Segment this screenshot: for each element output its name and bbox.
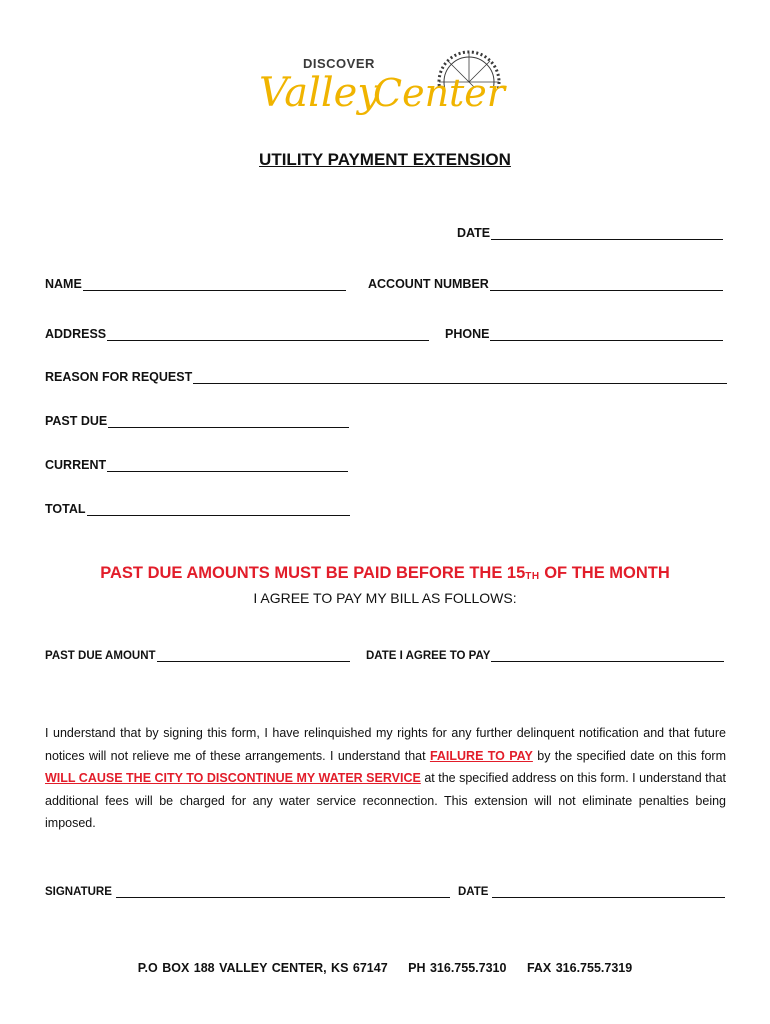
address-label: ADDRESS	[45, 327, 107, 341]
failure-to-pay-text: FAILURE TO PAY	[429, 748, 533, 763]
signature-date-label: DATE	[458, 886, 489, 898]
total-field[interactable]	[45, 502, 350, 516]
paragraph-text-1: I understand that by signing this form, I have relinquished my rights for any further delinquent notification and that future notices will not relieve me of these arrangements. I understand that	[45, 726, 726, 763]
current-field[interactable]	[45, 458, 348, 472]
signature-field[interactable]	[45, 885, 450, 898]
warning-main: PAST DUE AMOUNTS MUST BE PAID BEFORE THE 15	[100, 564, 526, 582]
past-due-amount-label: PAST DUE AMOUNT	[45, 650, 156, 662]
page-title: UTILITY PAYMENT EXTENSION	[259, 150, 511, 169]
current-label: CURRENT	[45, 458, 107, 472]
date-agree-field[interactable]	[366, 649, 724, 662]
signature-date-field[interactable]	[458, 885, 725, 898]
account-number-field[interactable]	[368, 277, 723, 291]
phone-field[interactable]	[445, 327, 723, 341]
svg-text:Valley: Valley	[259, 70, 380, 116]
signature-label: SIGNATURE	[45, 886, 112, 898]
address-input-line[interactable]	[107, 328, 429, 341]
footer-address: P.O BOX 188 VALLEY CENTER, KS 67147	[137, 961, 388, 975]
date-label: DATE	[457, 226, 491, 240]
agreement-paragraph	[45, 722, 726, 835]
footer-phone: PH 316.755.7310	[408, 961, 507, 975]
signature-input-line[interactable]	[116, 885, 450, 898]
phone-label: PHONE	[445, 327, 490, 341]
address-field[interactable]	[45, 327, 429, 341]
past-due-amount-field[interactable]	[45, 649, 350, 662]
discontinue-service-text: WILL CAUSE THE CITY TO DISCONTINUE MY WATER SERVICE	[45, 771, 421, 786]
name-input-line[interactable]	[83, 278, 346, 291]
name-field[interactable]	[45, 277, 346, 291]
reason-field[interactable]	[45, 370, 727, 384]
total-label: TOTAL	[45, 502, 86, 516]
date-agree-label: DATE I AGREE TO PAY	[366, 650, 491, 662]
past-due-field[interactable]	[45, 414, 349, 428]
signature-date-input-line[interactable]	[492, 885, 725, 898]
reason-label: REASON FOR REQUEST	[45, 370, 193, 384]
reason-input-line[interactable]	[193, 371, 727, 384]
past-due-amount-input-line[interactable]	[157, 649, 350, 662]
account-number-input-line[interactable]	[490, 278, 723, 291]
name-label: NAME	[45, 277, 82, 291]
svg-text:Center: Center	[373, 71, 505, 115]
current-input-line[interactable]	[107, 459, 348, 472]
discover-valley-center-logo	[255, 48, 513, 132]
warning-tail: OF THE MONTH	[539, 564, 670, 582]
account-number-label: ACCOUNT NUMBER	[368, 277, 489, 291]
past-due-input-line[interactable]	[108, 415, 349, 428]
date-agree-input-line[interactable]	[491, 649, 724, 662]
past-due-warning	[0, 564, 770, 583]
date-input-line[interactable]	[491, 227, 723, 240]
paragraph-text-2: by the specified date on this form	[532, 748, 726, 763]
total-input-line[interactable]	[87, 503, 350, 516]
past-due-label: PAST DUE	[45, 414, 108, 428]
svg-text:DISCOVER: DISCOVER	[303, 56, 375, 71]
agree-heading: I AGREE TO PAY MY BILL AS FOLLOWS:	[253, 590, 517, 606]
warning-sup: TH	[525, 571, 540, 582]
date-field[interactable]	[457, 226, 723, 240]
footer-contact	[0, 961, 770, 975]
paragraph-text-3: at the specified address on this form. I understand that additional fees will be charged for any water service reconnection. This extension will not eliminate penalties being imposed.	[45, 771, 727, 831]
phone-input-line[interactable]	[490, 328, 723, 341]
footer-fax: FAX 316.755.7319	[526, 961, 633, 975]
